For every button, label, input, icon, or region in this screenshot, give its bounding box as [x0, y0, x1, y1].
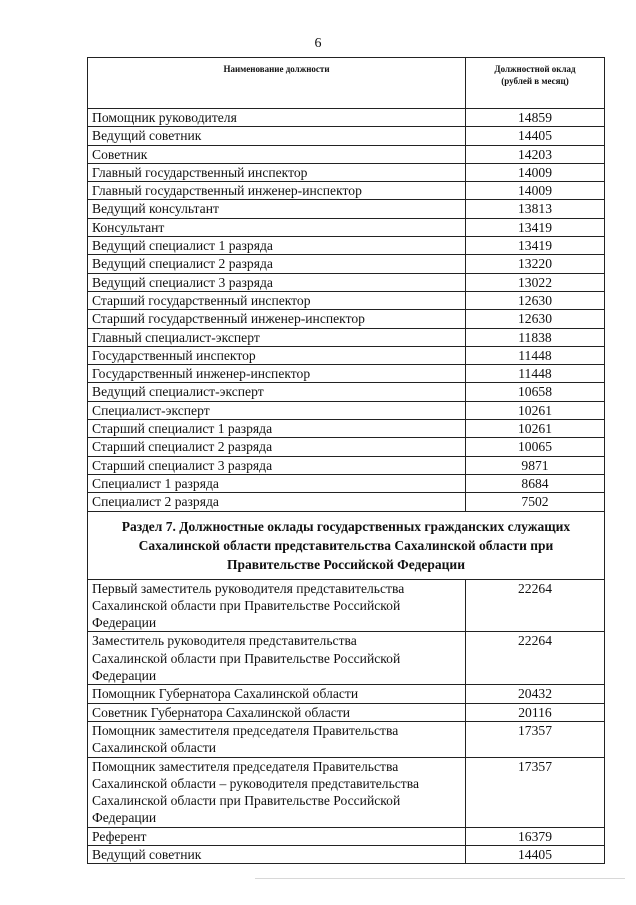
table-row: [88, 328, 605, 346]
salary-value: 11448: [466, 365, 605, 383]
salary-value: 13419: [466, 218, 605, 236]
table-row: [88, 721, 605, 757]
salary-value: 11838: [466, 328, 605, 346]
position-title: [88, 721, 466, 757]
position-title: Специалист 2 разряда: [88, 493, 466, 511]
salary-value: 16379: [466, 827, 605, 845]
salary-value: 14203: [466, 145, 605, 163]
position-title-line: Сахалинской области при Правительстве Российской: [92, 650, 401, 666]
position-title-line: Референт: [92, 828, 147, 844]
header-position-name: Наименование должности: [88, 58, 466, 109]
position-title: Ведущий специалист 2 разряда: [88, 255, 466, 273]
table-row: [88, 703, 605, 721]
salary-value: 7502: [466, 493, 605, 511]
table-row: [88, 474, 605, 492]
salary-value: 13419: [466, 237, 605, 255]
table-row: [88, 145, 605, 163]
salary-value: 14859: [466, 109, 605, 127]
position-title: Ведущий специалист 1 разряда: [88, 237, 466, 255]
table-row: [88, 273, 605, 291]
position-title: Старший государственный инженер-инспектор: [88, 310, 466, 328]
position-title-line: Заместитель руководителя представительства: [92, 633, 357, 649]
position-title-line: Сахалинской области – руководителя представительства: [92, 775, 420, 791]
table-row: [88, 346, 605, 364]
page-number: 6: [314, 36, 322, 51]
salary-value: 12630: [466, 310, 605, 328]
salary-value: 10261: [466, 401, 605, 419]
table-row: [88, 757, 605, 827]
position-title-line: Помощник Губернатора Сахалинской области: [92, 686, 359, 702]
table-row: [88, 493, 605, 511]
table-row: [88, 383, 605, 401]
salary-value: 11448: [466, 346, 605, 364]
table-row: [88, 438, 605, 456]
position-title: Старший специалист 1 разряда: [88, 420, 466, 438]
table-row: [88, 456, 605, 474]
salary-value: 17357: [466, 721, 605, 757]
salary-value: 12630: [466, 291, 605, 309]
position-title: [88, 579, 466, 632]
position-title-line: Советник Губернатора Сахалинской области: [92, 704, 351, 720]
position-title-line: Федерации: [92, 615, 157, 631]
table-row: [88, 255, 605, 273]
salary-value: 17357: [466, 757, 605, 827]
salary-value: 9871: [466, 456, 605, 474]
position-title: Консультант: [88, 218, 466, 236]
position-title: Главный специалист-эксперт: [88, 328, 466, 346]
header-salary: Должностной оклад (рублей в месяц): [466, 58, 605, 109]
position-title: Помощник руководителя: [88, 109, 466, 127]
salary-value: 20432: [466, 685, 605, 703]
table-row: [88, 579, 605, 632]
position-title: Ведущий советник: [88, 127, 466, 145]
table-row: [88, 163, 605, 181]
salary-value: 13813: [466, 200, 605, 218]
table-row: [88, 127, 605, 145]
position-title-line: Первый заместитель руководителя представительства: [92, 580, 405, 596]
table-row: [88, 845, 605, 863]
position-title: [88, 703, 466, 721]
position-title: Ведущий консультант: [88, 200, 466, 218]
salary-value: 13220: [466, 255, 605, 273]
salary-value: 10261: [466, 420, 605, 438]
salary-value: 14009: [466, 182, 605, 200]
table-row: [88, 218, 605, 236]
position-title-line: Сахалинской области при Правительстве Российской: [92, 597, 401, 613]
scan-artifact-line: [255, 878, 625, 879]
position-title: [88, 757, 466, 827]
table-row: [88, 827, 605, 845]
position-title: [88, 685, 466, 703]
salary-value: 10065: [466, 438, 605, 456]
table-row: [88, 401, 605, 419]
salary-value: 22264: [466, 632, 605, 685]
salary-value: 14405: [466, 845, 605, 863]
table-header-row: [88, 58, 605, 109]
position-title: Ведущий специалист-эксперт: [88, 383, 466, 401]
salary-value: 10658: [466, 383, 605, 401]
position-title-line: Сахалинской области: [92, 740, 217, 756]
position-title: Государственный инженер-инспектор: [88, 365, 466, 383]
salary-value: 20116: [466, 703, 605, 721]
position-title-line: Ведущий советник: [92, 846, 202, 862]
section-7-title: Раздел 7. Должностные оклады государственных гражданских служащих Сахалинской области представительства Сахалинской области при Правительстве Российской Федерации: [88, 511, 605, 579]
position-title: Старший государственный инспектор: [88, 291, 466, 309]
position-title: [88, 632, 466, 685]
salary-table: [87, 57, 605, 864]
salary-value: 13022: [466, 273, 605, 291]
table-row: [88, 200, 605, 218]
table-row: [88, 420, 605, 438]
position-title-line: Федерации: [92, 810, 157, 826]
salary-value: 8684: [466, 474, 605, 492]
position-title: [88, 845, 466, 863]
position-title-line: Помощник заместителя председателя Правительства: [92, 758, 399, 774]
table-row: [88, 685, 605, 703]
table-row: [88, 182, 605, 200]
table-row: [88, 632, 605, 685]
table-row: [88, 310, 605, 328]
table-row: [88, 365, 605, 383]
position-title: Ведущий специалист 3 разряда: [88, 273, 466, 291]
table-row: [88, 109, 605, 127]
position-title: [88, 827, 466, 845]
position-title: Специалист 1 разряда: [88, 474, 466, 492]
table-row: [88, 291, 605, 309]
position-title: Специалист-эксперт: [88, 401, 466, 419]
section-7-header-row: [88, 511, 605, 579]
position-title-line: Федерации: [92, 668, 157, 684]
position-title: Советник: [88, 145, 466, 163]
position-title: Главный государственный инспектор: [88, 163, 466, 181]
salary-value: 14405: [466, 127, 605, 145]
position-title-line: Помощник заместителя председателя Правительства: [92, 722, 399, 738]
table-row: [88, 237, 605, 255]
salary-value: 14009: [466, 163, 605, 181]
position-title: Старший специалист 2 разряда: [88, 438, 466, 456]
salary-value: 22264: [466, 579, 605, 632]
position-title: Главный государственный инженер-инспектор: [88, 182, 466, 200]
position-title: Старший специалист 3 разряда: [88, 456, 466, 474]
position-title: Государственный инспектор: [88, 346, 466, 364]
position-title-line: Сахалинской области при Правительстве Российской: [92, 793, 401, 809]
